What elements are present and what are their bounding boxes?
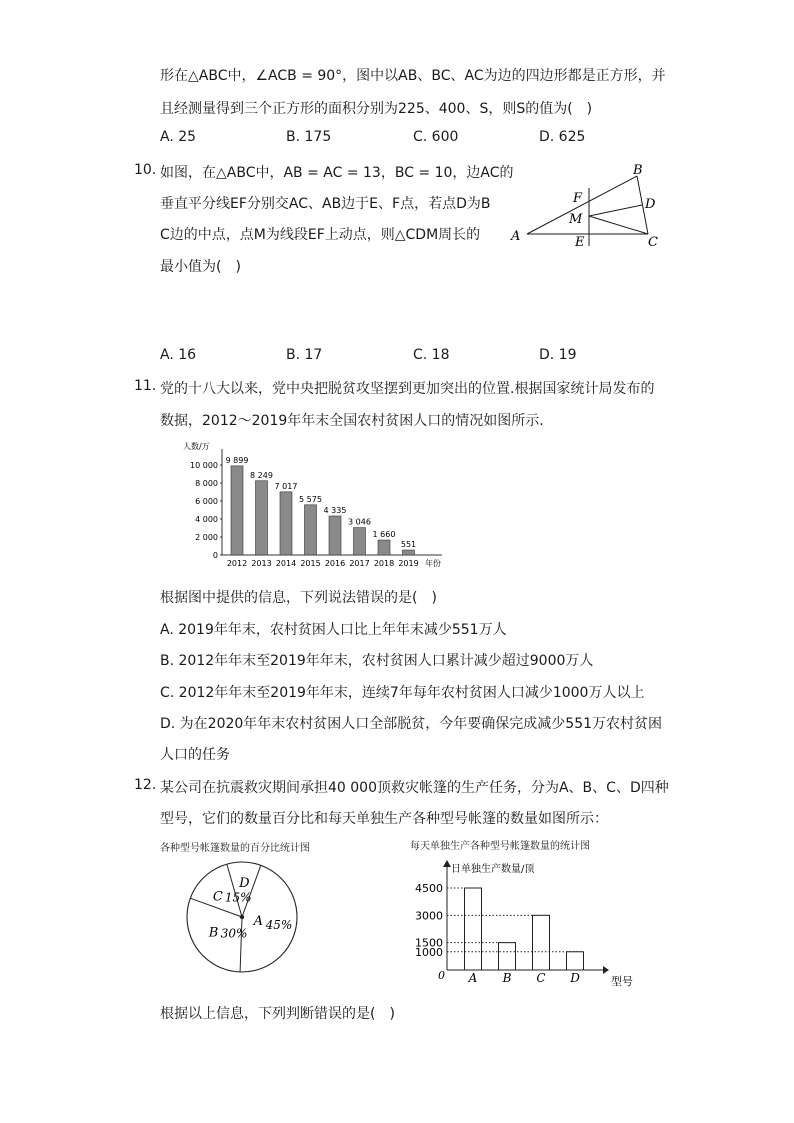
x-tick-label: D <box>570 971 580 985</box>
q10-line3: C边的中点，点M为线段EF上动点，则△CDM周长的 <box>160 227 481 243</box>
q9-line2: 且经测量得到三个正方形的面积分别为225、400、S，则S的值为( ) <box>160 101 593 117</box>
q12-line1: 某公司在抗震救灾期间承担40 000顶救灾帐篷的生产任务，分为A、B、C、D四种 <box>160 780 669 796</box>
q10-label-e: E <box>575 235 585 250</box>
q11-line2: 数据，2012～2019年年末全国农村贫困人口的情况如图所示. <box>160 413 544 429</box>
x-tick-label: 2017 <box>349 559 370 568</box>
q10-number: 10. <box>134 162 157 178</box>
q11-number: 11. <box>134 378 157 394</box>
q11-option-d-continued: 人口的任务 <box>160 747 230 763</box>
q10-option-b[interactable]: B. 17 <box>286 347 323 363</box>
x-tick-label: 2012 <box>226 559 248 568</box>
bar <box>499 943 516 970</box>
q10-label-c: C <box>648 235 658 250</box>
bar-value-label: 551 <box>400 540 417 550</box>
q10-triangle-figure <box>505 160 665 255</box>
tent-production-bar-chart <box>405 855 633 990</box>
q11-option-c[interactable]: C. 2012年年末至2019年年末，连续7年每年农村贫困人口减少1000万人以上 <box>160 685 645 701</box>
x-tick-label: 2014 <box>275 559 297 568</box>
pie-slice-label: D <box>239 876 250 892</box>
x-tick-label: 2016 <box>324 559 346 568</box>
pie-chart-title: 各种型号帐篷数量的百分比统计图 <box>160 843 310 854</box>
pie-slice-percent: 45% <box>265 918 293 933</box>
q10-line1: 如图，在△ABC中，AB = AC = 13，BC = 10，边AC的 <box>160 165 514 181</box>
y-tick-label: 1500 <box>415 936 443 950</box>
q10-line4: 最小值为( ) <box>160 259 241 275</box>
y-tick-label: 10 000 <box>190 461 218 470</box>
bar <box>378 540 390 555</box>
y-axis-arrow <box>443 860 451 867</box>
q9-option-c[interactable]: C. 600 <box>413 129 459 145</box>
bar <box>465 888 482 970</box>
y-axis-label: 日单独生产数量/顶 <box>451 864 535 875</box>
q10-option-d[interactable]: D. 19 <box>539 347 577 363</box>
x-tick-label: 2018 <box>373 559 395 568</box>
q12-number: 12. <box>134 777 157 793</box>
bar <box>256 481 268 555</box>
q9-option-d[interactable]: D. 625 <box>539 129 586 145</box>
bar <box>280 492 292 555</box>
bar <box>567 952 584 970</box>
q10-label-d: D <box>645 197 656 212</box>
q9-line1: 形在△ABC中，∠ACB = 90°，图中以AB、BC、AC为边的四边形都是正方形，并 <box>160 68 666 84</box>
y-tick-label: 1000 <box>415 945 443 959</box>
bar-value-label: 9 899 <box>225 455 249 465</box>
pie-slice-label: B <box>208 925 219 941</box>
q9-option-a[interactable]: A. 25 <box>160 129 197 145</box>
q10-label-m: M <box>569 212 583 227</box>
x-tick-label: A <box>468 971 478 985</box>
q9-option-b[interactable]: B. 175 <box>286 129 332 145</box>
bar-value-label: 8 249 <box>250 470 273 480</box>
q11-option-d[interactable]: D. 为在2020年年末农村贫困人口全部脱贫，今年要确保完成减少551万农村贫困 <box>160 716 663 732</box>
x-tick-label: 2019 <box>398 559 419 568</box>
pie-slice-label: C <box>212 889 223 905</box>
q11-option-b[interactable]: B. 2012年年末至2019年年末，农村贫困人口累计减少超过9000万人 <box>160 653 594 669</box>
pie-slice-percent: 30% <box>220 926 248 941</box>
q10-option-c[interactable]: C. 18 <box>413 347 450 363</box>
y-tick-label: 0 <box>212 551 218 560</box>
bar <box>305 505 317 555</box>
bar <box>354 528 366 555</box>
y-tick-label: 4 000 <box>195 515 218 524</box>
y-tick-label: 2 000 <box>195 533 218 542</box>
bar <box>533 915 550 970</box>
q11-option-a[interactable]: A. 2019年年末，农村贫困人口比上年年末减少551万人 <box>160 622 507 638</box>
q11-question: 根据图中提供的信息，下列说法错误的是( ) <box>160 590 437 606</box>
pie-center <box>240 915 244 919</box>
q10-option-a[interactable]: A. 16 <box>160 347 197 363</box>
q12-line2: 型号，它们的数量百分比和每天单独生产各种型号帐篷的数量如图所示： <box>160 811 608 827</box>
pie-slice-boundary <box>240 917 242 972</box>
x-tick-label: B <box>502 971 512 985</box>
x-axis-arrow <box>603 966 609 974</box>
bar-value-label: 3 046 <box>348 517 371 527</box>
tent-pie-chart <box>160 855 310 980</box>
q11-line1: 党的十八大以来，党中央把脱贫攻坚摆到更加突出的位置.根据国家统计局发布的 <box>160 381 655 397</box>
bar-chart-title: 每天单独生产各种型号帐篷数量的统计图 <box>410 841 590 852</box>
x-tick-label: C <box>536 971 546 985</box>
pie-slice-label: A <box>253 914 263 930</box>
y-axis-label: 人数/万 <box>183 442 210 451</box>
bar <box>403 550 415 555</box>
pie-slice-percent: 15% <box>224 890 252 905</box>
x-tick-label: 2015 <box>300 559 321 568</box>
bar-value-label: 5 575 <box>299 494 322 504</box>
bar <box>329 516 341 555</box>
y-tick-label: 4500 <box>415 882 443 895</box>
bar-value-label: 1 660 <box>372 530 396 540</box>
y-tick-label: 6 000 <box>195 497 218 506</box>
x-axis-label: 年份 <box>425 559 441 568</box>
y-tick-label: 3000 <box>415 909 443 923</box>
bar-value-label: 7 017 <box>274 481 298 491</box>
q10-label-b: B <box>633 163 643 178</box>
bar <box>231 466 243 555</box>
q10-label-f: F <box>573 191 583 206</box>
origin-label: 0 <box>438 969 445 982</box>
q10-line2: 垂直平分线EF分别交AC、AB边于E、F点，若点D为B <box>160 196 491 212</box>
q12-question: 根据以上信息，下列判断错误的是( ) <box>160 1006 395 1022</box>
poverty-bar-chart <box>180 437 455 570</box>
bar-value-label: 4 335 <box>323 505 347 515</box>
y-tick-label: 8 000 <box>195 479 218 488</box>
x-axis-label: 型号 <box>611 975 633 988</box>
q10-label-a: A <box>511 229 521 244</box>
x-tick-label: 2013 <box>251 559 272 568</box>
